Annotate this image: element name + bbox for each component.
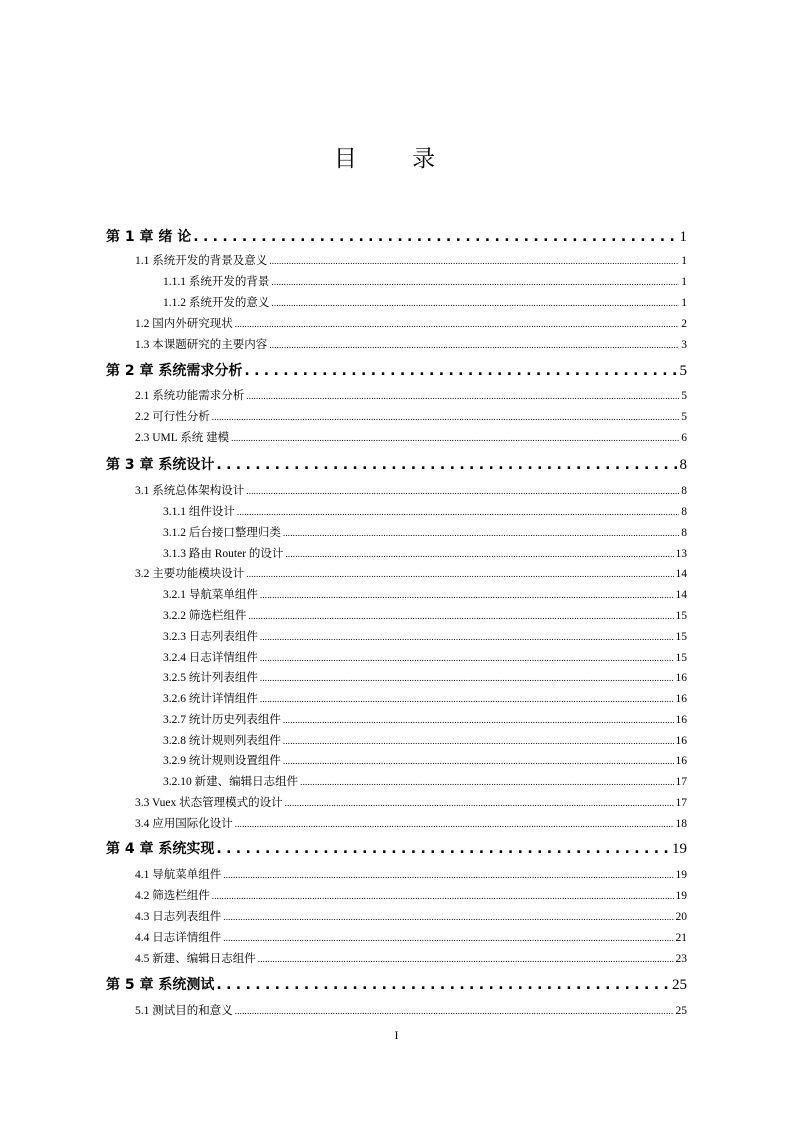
toc-entry-page: 25 [675,1005,687,1017]
toc-leader-dots [260,590,674,600]
toc-entry-label: 3.4 应用国际化设计 [135,818,233,830]
toc-entry-label: 3.1.1 组件设计 [163,506,235,518]
toc-entry-label: 3.2.9 统计规则设置组件 [163,755,281,767]
toc-leader-dots [271,277,679,287]
toc-leader-dots [235,819,674,829]
toc-section-entry[interactable] [163,294,687,310]
toc-entry-page: 21 [675,932,687,944]
toc-entry-page: 17 [675,797,687,809]
toc-entry-page: 16 [675,755,687,767]
toc-leader-dots [269,256,679,266]
toc-entry-label: 3.2 主要功能模块设计 [135,568,245,580]
toc-section-entry[interactable] [163,524,687,540]
toc-section-entry[interactable] [135,929,687,945]
toc-leader-dots [285,798,674,808]
toc-entry-page: 16 [675,714,687,726]
toc-leader-dots [258,954,674,964]
toc-section-entry[interactable] [163,628,687,644]
toc-entry-page: 13 [675,548,687,560]
toc-entry-label: 5.1 测试目的和意义 [135,1005,233,1017]
toc-entry-label: 3.3 Vuex 状态管理模式的设计 [135,797,283,809]
toc-entry-label: 3.2.4 日志详情组件 [163,652,258,664]
toc-leader-dots [260,694,674,704]
page-number-footer: I [394,1028,399,1042]
toc-entry-page: 1 [681,255,687,267]
toc-section-entry[interactable] [163,607,687,623]
toc-section-entry[interactable] [135,252,687,268]
toc-entry-label: 3.2.5 统计列表组件 [163,672,258,684]
toc-section-entry[interactable] [135,794,687,810]
toc-entry-label: 2.2 可行性分析 [135,411,210,423]
toc-section-entry[interactable] [135,1002,687,1018]
toc-chapter-entry[interactable] [106,974,687,994]
toc-entry-label: 3.2.8 统计规则列表组件 [163,735,281,747]
toc-leader-dots [223,933,673,943]
toc-title: 目 录 [333,146,460,172]
toc-section-entry[interactable] [135,887,687,903]
toc-leader-dots [216,457,677,473]
toc-section-entry[interactable] [135,950,687,966]
toc-entry-page: 19 [672,841,687,857]
toc-section-entry[interactable] [163,732,687,748]
toc-entry-label: 3.2.3 日志列表组件 [163,631,258,643]
toc-chapter-entry[interactable] [106,454,687,474]
toc-leader-dots [248,611,673,621]
toc-entry-label: 3.2.6 统计详情组件 [163,693,258,705]
toc-entry-label: 4.4 日志详情组件 [135,932,222,944]
toc-entry-label: 第 4 章 系统实现 [106,841,215,857]
toc-leader-dots [300,777,673,787]
toc-entry-label: 第 1 章 绪 论 [106,229,192,245]
toc-entry-page: 1 [681,297,687,309]
toc-entry-page: 5 [681,390,687,402]
toc-leader-dots [231,433,679,443]
toc-leader-dots [271,298,679,308]
toc-entry-label: 3.2.2 筛选栏组件 [163,610,247,622]
toc-leader-dots [285,549,673,559]
toc-entry-label: 第 2 章 系统需求分析 [106,363,243,379]
toc-section-entry[interactable] [135,336,687,352]
toc-chapter-entry[interactable] [106,360,687,380]
toc-section-entry[interactable] [135,408,687,424]
toc-leader-dots [235,1006,674,1016]
toc-leader-dots [246,569,673,579]
toc-entry-page: 18 [675,818,687,830]
toc-entry-label: 3.2.1 导航菜单组件 [163,589,258,601]
toc-entry-page: 16 [675,693,687,705]
toc-entry-page: 1 [681,276,687,288]
toc-leader-dots [235,319,680,329]
toc-leader-dots [283,528,679,538]
toc-entry-page: 14 [675,589,687,601]
toc-section-entry[interactable] [135,815,687,831]
toc-section-entry[interactable] [135,565,687,581]
toc-leader-dots [212,891,674,901]
toc-entry-page: 5 [681,411,687,423]
toc-leader-dots [283,715,674,725]
toc-leader-dots [246,391,679,401]
toc-entry-page: 15 [675,610,687,622]
toc-entry-page: 16 [675,672,687,684]
toc-section-entry[interactable] [163,503,687,519]
toc-entry-page: 15 [675,631,687,643]
toc-chapter-entry[interactable] [106,838,687,858]
toc-section-entry[interactable] [163,711,687,727]
toc-entry-page: 2 [681,318,687,330]
toc-entry-page: 8 [679,457,687,473]
toc-section-entry[interactable] [135,315,687,331]
toc-leader-dots [193,229,677,245]
toc-leader-dots [223,912,673,922]
toc-entry-page: 15 [675,652,687,664]
toc-entry-label: 1.1.1 系统开发的背景 [163,276,270,288]
toc-section-entry[interactable] [163,752,687,768]
toc-entry-page: 19 [675,869,687,881]
toc-entry-label: 4.3 日志列表组件 [135,911,222,923]
toc-leader-dots [237,507,679,517]
toc-entry-label: 2.3 UML 系统 建模 [135,432,230,444]
toc-entry-label: 3.1 系统总体架构设计 [135,485,245,497]
toc-leader-dots [260,632,674,642]
toc-entry-label: 2.1 系统功能需求分析 [135,390,245,402]
toc-section-entry[interactable] [163,649,687,665]
toc-section-entry[interactable] [135,482,687,498]
toc-leader-dots [244,363,677,379]
toc-entry-label: 第 5 章 系统测试 [106,977,215,993]
toc-leader-dots [260,653,674,663]
toc-entry-page: 8 [681,506,687,518]
toc-entry-page: 25 [672,977,687,993]
toc-entry-page: 8 [681,485,687,497]
toc-section-entry[interactable] [163,773,687,789]
toc-entry-page: 1 [679,229,687,245]
toc-section-entry[interactable] [163,669,687,685]
toc-entry-label: 3.1.3 路由 Router 的设计 [163,548,284,560]
toc-chapter-entry[interactable] [106,226,687,246]
toc-leader-dots [216,841,670,857]
toc-section-entry[interactable] [163,690,687,706]
toc-entry-page: 6 [681,432,687,444]
toc-entry-label: 1.2 国内外研究现状 [135,318,233,330]
toc-section-entry[interactable] [163,586,687,602]
toc-leader-dots [269,340,679,350]
toc-entry-page: 14 [675,568,687,580]
toc-entry-page: 16 [675,735,687,747]
toc-entry-label: 1.1 系统开发的背景及意义 [135,255,268,267]
toc-entry-page: 20 [675,911,687,923]
toc-entry-page: 19 [675,890,687,902]
toc-section-entry[interactable] [163,545,687,561]
toc-entry-label: 3.2.10 新建、编辑日志组件 [163,776,299,788]
toc-leader-dots [212,412,680,422]
toc-leader-dots [283,756,674,766]
toc-leader-dots [216,977,670,993]
toc-entry-page: 5 [679,363,687,379]
toc-section-entry[interactable] [135,866,687,882]
toc-entry-label: 3.2.7 统计历史列表组件 [163,714,281,726]
toc-section-entry[interactable] [135,908,687,924]
toc-entry-page: 3 [681,339,687,351]
toc-section-entry[interactable] [135,387,687,403]
toc-entry-page: 17 [675,776,687,788]
toc-entry-label: 4.2 筛选栏组件 [135,890,210,902]
toc-leader-dots [223,870,673,880]
toc-leader-dots [283,736,674,746]
toc-entry-label: 1.3 本课题研究的主要内容 [135,339,268,351]
toc-section-entry[interactable] [163,273,687,289]
toc-entry-label: 4.5 新建、编辑日志组件 [135,953,256,965]
toc-entry-label: 4.1 导航菜单组件 [135,869,222,881]
toc-leader-dots [260,673,674,683]
toc-entry-label: 1.1.2 系统开发的意义 [163,297,270,309]
toc-entry-page: 8 [681,527,687,539]
toc-leader-dots [246,486,679,496]
toc-entry-label: 第 3 章 系统设计 [106,457,215,473]
toc-entry-page: 23 [675,953,687,965]
toc-entry-label: 3.1.2 后台接口整理归类 [163,527,281,539]
toc-section-entry[interactable] [135,429,687,445]
